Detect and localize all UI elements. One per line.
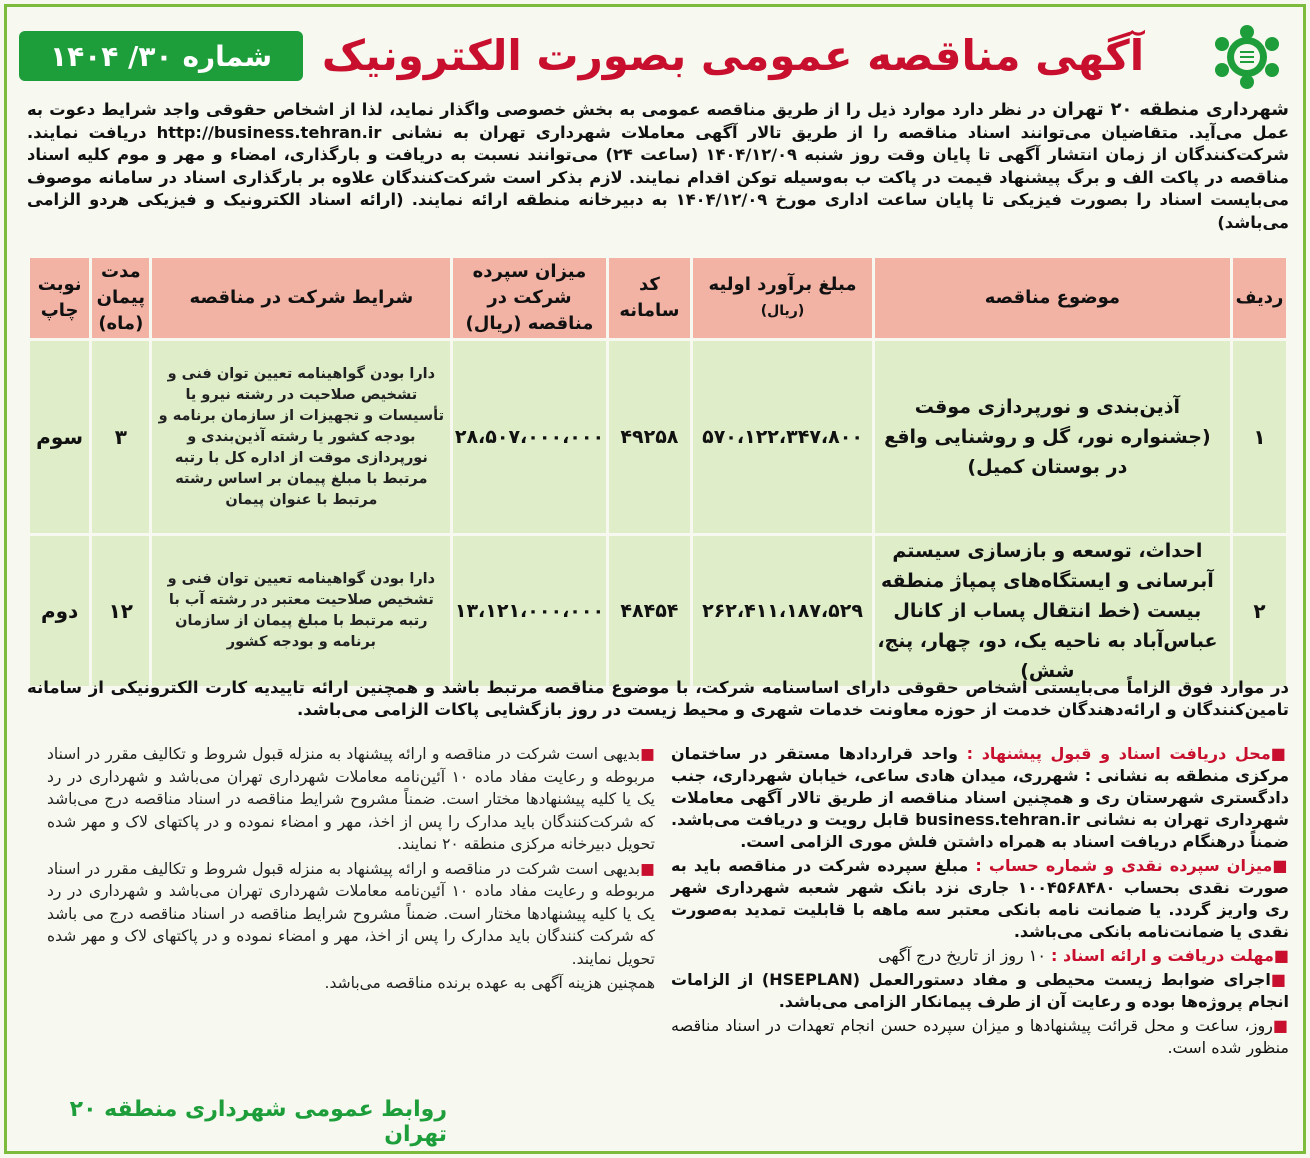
th-print: نوبت چاپ <box>30 258 89 338</box>
terms-text: همچنین هزینه آگهی به عهده برنده مناقصه می‌باشد. <box>324 974 655 992</box>
bullet-icon: ■ <box>1273 946 1289 965</box>
th-duration: مدت پیمان (ماه) <box>92 258 149 338</box>
tehran-municipality-logo <box>1199 23 1295 91</box>
cell-row: ۱ <box>1233 341 1286 533</box>
bullet-icon: ■ <box>640 859 655 878</box>
cell-duration: ۱۲ <box>92 536 149 686</box>
info-item <box>671 945 1289 967</box>
info-text: اجرای ضوابط زیست محیطی و مفاد دستورالعمل (HSEPLAN) از الزامات انجام پروژه‌ها بوده و رعایت آن از طرف پیمانکار الزامی می‌باشد. <box>671 970 1289 1011</box>
table-row <box>30 536 1286 686</box>
cell-print: دوم <box>30 536 89 686</box>
bullet-icon: ■ <box>1272 1016 1289 1035</box>
info-text: مبلغ سپرده شرکت در مناقصه باید به صورت نقدی بحساب ۱۰۰۴۵۶۸۴۸۰ جاری نزد بانک شهر شعبه شهرداری شهر ری واریز گردد. یا ضمانت نامه بانکی معتبر سه ماهه با قابلیت تمدید به‌صورت نقدی یا ضمانت‌نامه بانکی می‌باشد. <box>671 856 1289 941</box>
cell-code: ۴۸۴۵۴ <box>609 536 691 686</box>
th-estimate-unit: (ریال) <box>760 303 805 319</box>
cell-deposit: ۲۸،۵۰۷،۰۰۰،۰۰۰ <box>453 341 605 533</box>
table-row <box>30 341 1286 533</box>
info-label: میزان سپرده نقدی و شماره حساب : <box>975 856 1273 875</box>
cell-subject: احداث، توسعه و بازسازی سیستم آبرسانی و ایستگاه‌های پمپاژ منطقه بیست (خط انتقال پساب از کانال عباس‌آباد به ناحیه یک، دو، چهار، پنج، شش) <box>875 536 1230 686</box>
table-header-row <box>30 258 1286 338</box>
right-column <box>671 743 1289 1061</box>
intro-lead: شهرداری منطقه ۲۰ تهران <box>1052 99 1290 120</box>
info-item <box>671 1015 1289 1059</box>
info-text: واحد قراردادها مستقر در ساختمان مرکزی منطقه به نشانی : شهرری، میدان هادی ساعی، خیابان شهرداری، جنب دادگستری شهرستان ری و همچنین اسناد مناقصه از طریق تالار آگهی معاملات شهرداری تهران به نشانی business.tehran.ir قابل رویت و دریافت می‌باشد. ضمناً درهنگام دریافت اسناد به همراه داشتن فلش موری الزامی است. <box>671 744 1290 851</box>
cell-print: سوم <box>30 341 89 533</box>
bullet-icon: ■ <box>640 745 655 763</box>
number-value: ۳۰/ ۱۴۰۴ <box>50 39 173 73</box>
terms-item <box>47 858 655 971</box>
terms-item <box>47 743 655 856</box>
info-text: ۱۰ روز از تاریخ درج آگهی <box>878 946 1052 965</box>
cell-estimate: ۲۶۲،۴۱۱،۱۸۷،۵۲۹ <box>693 536 872 686</box>
notice-number <box>19 31 303 81</box>
cell-subject: آذین‌بندی و نورپردازی موقت (جشنواره نور، گل و روشنایی واقع در بوستان کمیل) <box>875 341 1230 533</box>
cell-code: ۴۹۲۵۸ <box>609 341 691 533</box>
bullet-icon: ■ <box>1272 856 1289 875</box>
th-estimate-label: مبلغ برآورد اولیه <box>708 274 857 295</box>
bullet-icon: ■ <box>1270 970 1289 989</box>
intro-paragraph <box>27 99 1289 234</box>
info-label: مهلت دریافت و ارائه اسناد : <box>1051 946 1274 965</box>
info-item <box>671 743 1289 853</box>
info-label: محل دریافت اسناد و قبول پیشنهاد : <box>966 744 1271 763</box>
terms-text: بدیهی است شرکت در مناقصه و ارائه پیشنهاد به منزله قبول شروط و تکالیف مقرر در اسناد مربوطه و رعایت مفاد ماده ۱۰ آئین‌نامه معاملات شهرداری تهران می‌باشد و شهرداری در رد یک یا کلیه پیشنهادها مختار است. ضمناً مشروح شرایط مناقصه در اسناد مناقصه درج می‌باشد که شرکت‌کنندگان باید مدارک را پس از اخذ، مهر و امضاء نموده و در پاکتهای لاک و مهر شده تحویل دبیرخانه مرکزی منطقه ۲۰ نمایند. <box>47 745 655 853</box>
left-column <box>47 743 655 997</box>
intro-text: در نظر دارد موارد ذیل را از طریق مناقصه عمومی به بخش خصوصی واگذار نماید، لذا از اشخاص حقوقی واجد شرایط دعوت به عمل می‌آید. متقاضیان می‌توانند اسناد مناقصه را از طریق تالار آگهی معاملات شهرداری تهران به نشانی http://business.tehran.ir دریافت نمایند. شرکت‌کنندگان از زمان انتشار آگهی تا پایان وقت روز شنبه ۱۴۰۴/۱۲/۰۹ (ساعت ۲۴) می‌توانند نسبت به دریافت و بارگذاری، امضاء و مهر و موم کلیه اسناد مناقصه در پاکت الف و برگ پیشنهاد قیمت در پاکت ب به‌وسیله توکن اقدام نمایند. لازم بذکر است شرکت‌کنندگان علاوه بر بارگذاری اسناد در سامانه موصوف می‌بایست اسناد را بصورت فیزیکی تا پایان ساعت اداری مورخ ۱۴۰۴/۱۲/۰۹ به دبیرخانه منطقه ارائه نمایند. (ارائه اسناد الکترونیک و فیزیکی هردو الزامی می‌باشد) <box>27 100 1290 232</box>
header <box>13 13 1303 95</box>
notice-frame <box>4 4 1306 1154</box>
bullet-icon: ■ <box>1270 744 1289 763</box>
info-item <box>671 855 1289 943</box>
tender-table <box>27 255 1289 689</box>
number-label: شماره <box>182 39 272 73</box>
th-row: ردیف <box>1233 258 1286 338</box>
th-estimate <box>693 258 872 338</box>
notice-title: آگهی مناقصه عمومی بصورت الکترونیک <box>321 30 1145 80</box>
cell-row: ۲ <box>1233 536 1286 686</box>
th-conditions: شرایط شرکت در مناقصه <box>152 258 450 338</box>
th-subject: موضوع مناقصه <box>875 258 1230 338</box>
cell-deposit: ۱۳،۱۲۱،۰۰۰،۰۰۰ <box>453 536 605 686</box>
terms-item <box>47 972 655 995</box>
public-relations-signature: روابط عمومی شهرداری منطقه ۲۰ تهران <box>69 1097 447 1147</box>
cell-conditions: دارا بودن گواهینامه تعیین توان فنی و تشخیص صلاحیت معتبر در رشته آب با رتبه مرتبط با مبلغ پیمان از سازمان برنامه و بودجه کشور <box>152 536 450 686</box>
info-item <box>671 969 1289 1013</box>
th-deposit: میزان سپرده شرکت در مناقصه (ریال) <box>453 258 605 338</box>
terms-text: بدیهی است شرکت در مناقصه و ارائه پیشنهاد به منزله قبول شروط و تکالیف مقرر در اسناد مربوطه و رعایت مفاد ماده ۱۰ آئین‌نامه معاملات شهرداری تهران می‌باشد و شهرداری در رد یک یا کلیه پیشنهادها مختار است. ضمناً مشروح شرایط مناقصه در اسناد مناقصه درج می باشد که شرکت کنندگان باید مدارک را پس از اخذ، مهر و امضاء نموده و در پاکتهای لاک و مهر شده تحویل نمایند. <box>47 859 655 968</box>
requirements-notice: در موارد فوق الزاماً می‌بایستی اشخاص حقوقی دارای اساسنامه شرکت، با موضوع مناقصه مرتبط باشد و همچنین ارائه تاییدیه کارت الکترونیکی از سامانه تامین‌کنندگان و ارائه‌دهندگان خدمت از حوزه معاونت خدمات شهری و محیط زیست در روز بازگشایی پاکات الزامی می‌باشد. <box>27 678 1289 719</box>
cell-conditions: دارا بودن گواهینامه تعیین توان فنی و تشخیص صلاحیت در رشته نیرو یا تأسیسات و تجهیزات از سازمان برنامه و بودجه کشور یا رشته آذین‌بندی و نورپردازی موقت از اداره کل با رتبه مرتبط با مبلغ پیمان بر اساس رشته مرتبط با عنوان پیمان <box>152 341 450 533</box>
cell-estimate: ۵۷۰،۱۲۲،۳۴۷،۸۰۰ <box>693 341 872 533</box>
cell-duration: ۳ <box>92 341 149 533</box>
th-code: کد سامانه <box>609 258 691 338</box>
info-text: روز، ساعت و محل قرائت پیشنهادها و میزان سپرده حسن انجام تعهدات در اسناد مناقصه منظور شده است. <box>671 1016 1289 1057</box>
